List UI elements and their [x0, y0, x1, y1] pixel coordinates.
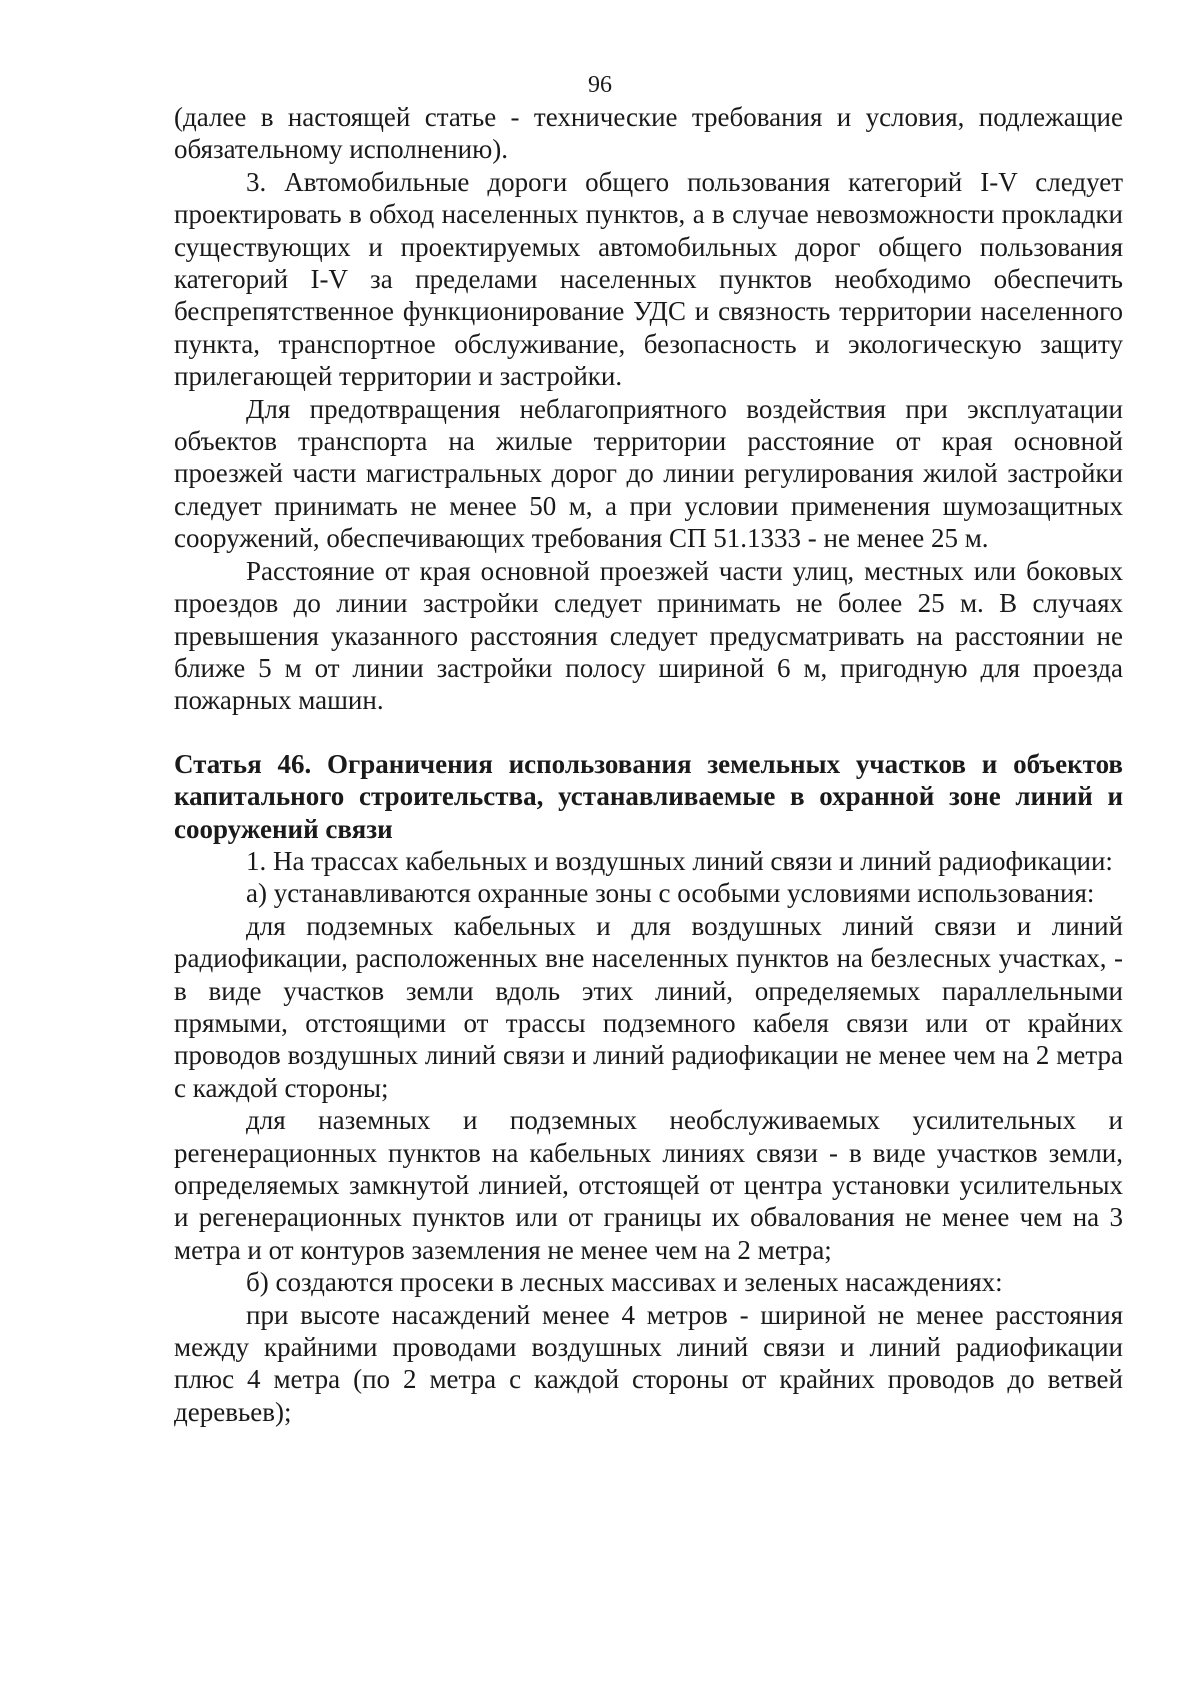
document-body: [174, 101, 1123, 1428]
article-heading: Статья 46. Ограничения использования земельных участков и объектов капитального строительства, устанавливаемые в охранной зоне линий и сооружений связи: [174, 748, 1123, 844]
paragraph: 3. Автомобильные дороги общего пользования категорий I-V следует проектировать в обход населенных пунктов, а в случае невозможности прокладки существующих и проектируемых автомобильных дорог общего пользования категорий I-V за пределами населенных пунктов необходимо обеспечить беспрепятственное функционирование УДС и связность территории населенного пункта, транспортное обслуживание, безопасность и экологическую защиту прилегающей территории и застройки.: [174, 166, 1123, 392]
page-number: 96: [588, 72, 612, 98]
paragraph: (далее в настоящей статье - технические требования и условия, подлежащие обязательному исполнению).: [174, 102, 1123, 165]
paragraph: для наземных и подземных необслуживаемых усилительных и регенерационных пунктов на кабельных линиях связи - в виде участков земли, определяемых замкнутой линией, отстоящей от центра установки усилительных и регенерационных пунктов или от границы их обвалования не менее чем на 3 метра и от контуров заземления не менее чем на 2 метра;: [174, 1105, 1123, 1265]
paragraph: 1. На трассах кабельных и воздушных линий связи и линий радиофикации:: [246, 845, 1113, 876]
paragraph: б) создаются просеки в лесных массивах и зеленых насаждениях:: [246, 1267, 1003, 1298]
paragraph: Для предотвращения неблагоприятного воздействия при эксплуатации объектов транспорта на жилые территории расстояние от края основной проезжей части магистральных дорог до линии регулирования жилой застройки следует принимать не менее 50 м, а при условии применения шумозащитных сооружений, обеспечивающих требования СП 51.1333 - не менее 25 м.: [174, 393, 1123, 554]
paragraph: Расстояние от края основной проезжей части улиц, местных или боковых проездов до линии застройки следует принимать не более 25 м. В случаях превышения указанного расстояния следует предусматривать на расстоянии не ближе 5 м от линии застройки полосу шириной 6 м, пригодную для проезда пожарных машин.: [174, 555, 1123, 716]
paragraph: при высоте насаждений менее 4 метров - шириной не менее расстояния между крайними проводами воздушных линий связи и линий радиофикации плюс 4 метра (по 2 метра с каждой стороны от крайних проводов до ветвей деревьев);: [174, 1299, 1123, 1427]
paragraph: для подземных кабельных и для воздушных линий связи и линий радиофикации, расположенных вне населенных пунктов на безлесных участках, - в виде участков земли вдоль этих линий, определяемых параллельными прямыми, отстоящими от трассы подземного кабеля связи или от крайних проводов воздушных линий связи и линий радиофикации не менее чем на 2 метра с каждой стороны;: [174, 910, 1123, 1103]
paragraph: а) устанавливаются охранные зоны с особыми условиями использования:: [246, 878, 1095, 909]
